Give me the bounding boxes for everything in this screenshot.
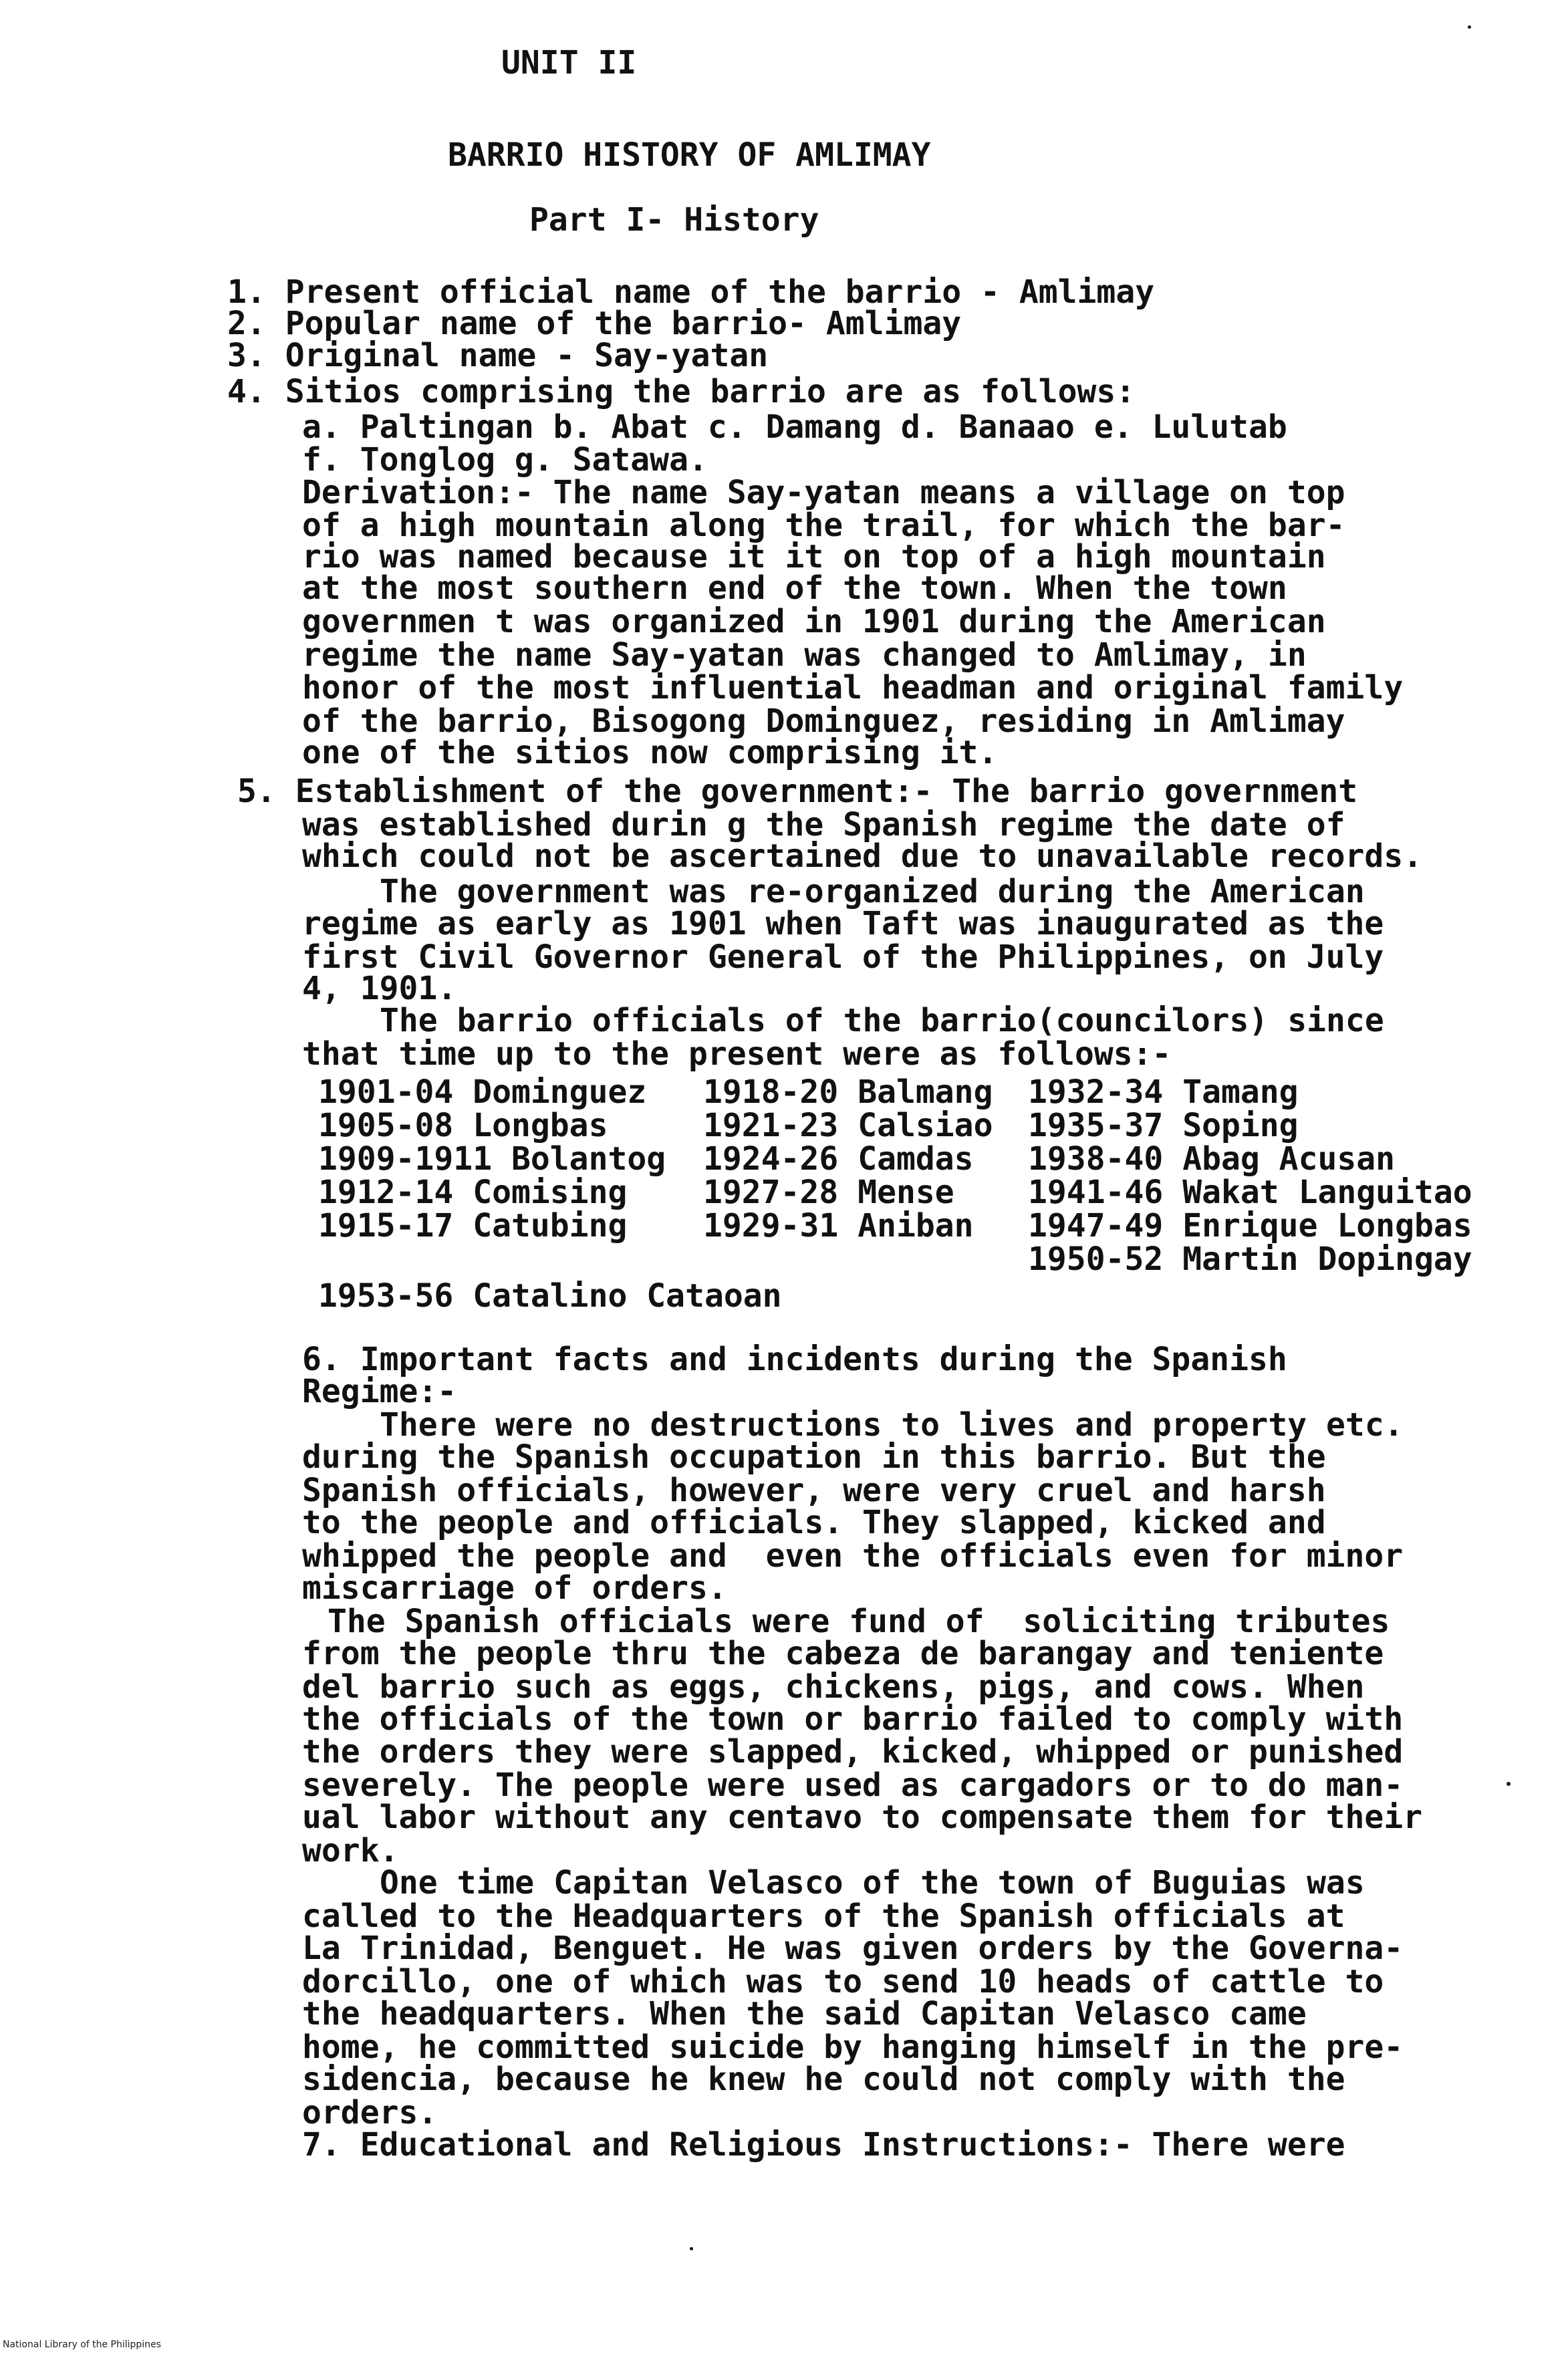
officials-entry: 1941-46 Wakat Languitao <box>1028 1174 1472 1211</box>
text-line: one of the sitios now comprising it. <box>302 734 998 771</box>
text-line: the officials of the town or barrio failed to comply with <box>302 1700 1404 1738</box>
text-line: the headquarters. When the said Capitan Velasco came <box>302 1995 1307 2033</box>
text-line: Regime:- <box>302 1373 457 1410</box>
text-line: a. Paltingan b. Abat c. Damang d. Banaao e. Lulutab <box>302 408 1287 446</box>
text-line: sidencia, because he knew he could not comply with the <box>302 2061 1345 2098</box>
scan-speck <box>1468 25 1471 29</box>
officials-entry: 1927-28 Mense <box>703 1174 954 1211</box>
officials-entry: 1932-34 Tamang <box>1028 1073 1299 1111</box>
officials-entry: 1921-23 Calsiao <box>703 1107 993 1144</box>
text-line: first Civil Governor General of the Philippines, on July <box>302 938 1384 976</box>
text-line: 3. Original name - Say-yatan <box>227 337 769 374</box>
text-line: The Spanish officials were fund of soliciting tributes <box>328 1603 1390 1640</box>
officials-entry: 1938-40 Abag Acusan <box>1028 1140 1396 1178</box>
text-line: severely. The people were used as cargadors or to do man- <box>302 1767 1404 1804</box>
text-line: miscarriage of orders. <box>302 1569 727 1607</box>
text-line: ual labor without any centavo to compensate them for their <box>302 1799 1423 1836</box>
unit-heading: UNIT II <box>501 44 637 82</box>
text-line: of the barrio, Bisogong Dominguez, residing in Amlimay <box>302 702 1345 740</box>
text-line: f. Tonglog g. Satawa. <box>302 441 708 479</box>
text-line: 4. Sitios comprising the barrio are as follows: <box>227 373 1136 410</box>
text-line: to the people and officials. They slapped, kicked and <box>302 1504 1326 1541</box>
text-line: whipped the people and even the officials even for minor <box>302 1537 1404 1575</box>
text-line: One time Capitan Velasco of the town of Buguias was <box>380 1864 1365 1902</box>
text-line: 4, 1901. <box>302 970 457 1007</box>
scan-speck <box>690 2247 693 2250</box>
officials-entry: 1909-1911 Bolantog <box>318 1140 666 1178</box>
text-line: The government was re-organized during the American <box>380 873 1365 910</box>
officials-entry: 1947-49 Enrique Longbas <box>1028 1207 1472 1245</box>
text-line: honor of the most influential headman and original family <box>302 669 1404 706</box>
text-line: Derivation:- The name Say-yatan means a village on top <box>302 474 1345 511</box>
officials-entry: 1915-17 Catubing <box>318 1207 628 1245</box>
text-line: home, he committed suicide by hanging himself in the pre- <box>302 2029 1404 2066</box>
text-line: work. <box>302 1832 399 1869</box>
officials-entry: 1905-08 Longbas <box>318 1107 608 1144</box>
officials-entry: 1901-04 Dominguez <box>318 1073 647 1111</box>
text-line: the orders they were slapped, kicked, whipped or punished <box>302 1733 1404 1771</box>
text-line: Spanish officials, however, were very cruel and harsh <box>302 1472 1326 1509</box>
officials-entry: 1912-14 Comising <box>318 1174 628 1211</box>
text-line: was established durin g the Spanish regime the date of <box>302 806 1345 843</box>
text-line: orders. <box>302 2094 438 2131</box>
part-heading: Part I- History <box>529 201 819 239</box>
text-line: 2. Popular name of the barrio- Amlimay <box>227 305 962 342</box>
officials-entry: 1924-26 Camdas <box>703 1140 974 1178</box>
officials-entry: 1929-31 Aniban <box>703 1207 974 1245</box>
officials-entry: 1935-37 Soping <box>1028 1107 1299 1144</box>
document-title: BARRIO HISTORY OF AMLIMAY <box>448 136 931 174</box>
text-line: There were no destructions to lives and property etc. <box>380 1406 1404 1444</box>
scan-speck <box>1507 1782 1511 1786</box>
text-line: called to the Headquarters of the Spanish officials at <box>302 1898 1345 1935</box>
text-line: of a high mountain along the trail, for which the bar- <box>302 507 1345 544</box>
text-line: that time up to the present were as follows:- <box>302 1035 1172 1073</box>
text-line: 6. Important facts and incidents during the Spanish <box>302 1341 1287 1378</box>
text-line: 7. Educational and Religious Instructions:- There were <box>302 2126 1345 2164</box>
text-line: during the Spanish occupation in this barrio. But the <box>302 1438 1326 1476</box>
text-line: 5. Establishment of the government:- The barrio government <box>237 773 1358 810</box>
officials-entry: 1953-56 Catalino Cataoan <box>318 1277 782 1315</box>
officials-entry: 1918-20 Balmang <box>703 1073 993 1111</box>
text-line: del barrio such as eggs, chickens, pigs, and cows. When <box>302 1668 1365 1706</box>
text-line: from the people thru the cabeza de barangay and teniente <box>302 1635 1384 1672</box>
text-line: governmen t was organized in 1901 during the American <box>302 603 1326 640</box>
text-line: The barrio officials of the barrio(councilors) since <box>380 1002 1384 1039</box>
text-line: dorcillo, one of which was to send 10 heads of cattle to <box>302 1963 1384 2000</box>
text-line: La Trinidad, Benguet. He was given orders by the Governa- <box>302 1930 1404 1967</box>
text-line: regime the name Say-yatan was changed to Amlimay, in <box>302 636 1307 674</box>
library-footer: National Library of the Philippines <box>3 2339 161 2350</box>
text-line: regime as early as 1901 when Taft was inaugurated as the <box>302 905 1384 942</box>
text-line: which could not be ascertained due to unavailable records. <box>302 837 1423 875</box>
text-line: rio was named because it it on top of a high mountain <box>302 538 1326 575</box>
text-line: 1. Present official name of the barrio - Amlimay <box>227 273 1155 311</box>
text-line: at the most southern end of the town. When the town <box>302 569 1287 607</box>
officials-entry: 1950-52 Martin Dopingay <box>1028 1240 1472 1278</box>
